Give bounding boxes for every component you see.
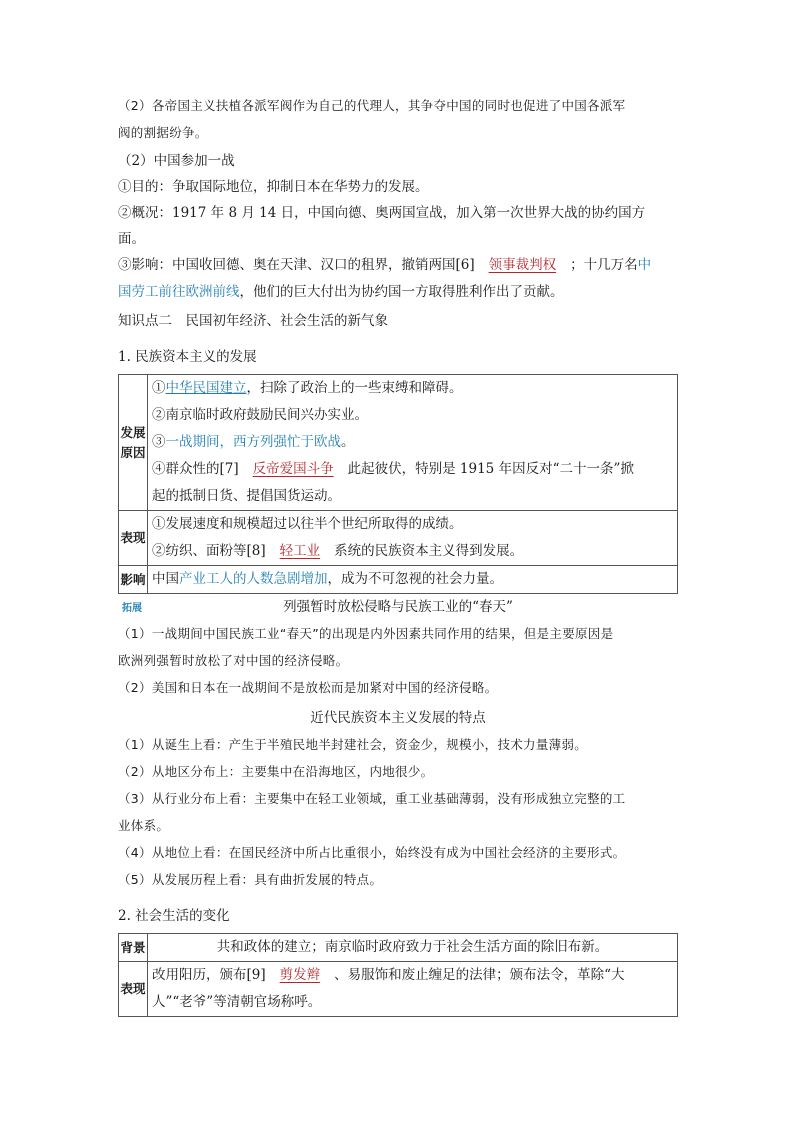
expand-text: （1）一战期间中国民族工业“春天”的出现是内外因素共同作用的结果，但是主要原因是: [118, 626, 614, 641]
impact-cell: 中国产业工人的人数急剧增加，成为不可忽视的社会力量。: [148, 566, 678, 594]
social-life-table: [118, 933, 678, 1017]
row-label-performance: 表现: [119, 511, 148, 566]
handwritten-note-line: （2）各帝国主义扶植各派军阀作为自己的代理人，其争夺中国的同时也促进了中国各派军: [118, 98, 626, 113]
row-label-impact: 影响: [119, 566, 148, 594]
war-purpose: ①目的：争取国际地位，抑制日本在华势力的发展。: [118, 179, 429, 195]
background-cell: 共和政体的建立；南京临时政府致力于社会生活方面的除旧布新。: [148, 934, 678, 962]
row-label-background: 背景: [119, 934, 148, 962]
feature-item: （1）从诞生上看：产生于半殖民地半封建社会，资金少，规模小，技术力量薄弱。: [118, 737, 588, 752]
war-heading: （2）中国参加一战: [118, 153, 235, 169]
war-overview: ②概况：1917 年 8 月 14 日，中国向德、奥两国宣战，加入第一次世界大战的协约国方: [118, 205, 646, 221]
feature-item: （4）从地位上看：在国民经济中所占比重很小，始终没有成为中国社会经济的主要形式。: [118, 845, 626, 860]
expand-text: 欧洲列强暂时放松了对中国的经济侵略。: [118, 653, 349, 668]
expand-title: 列强暂时放松侵略与民族工业的“春天”: [283, 599, 513, 615]
features-title: 近代民族资本主义发展的特点: [310, 710, 486, 726]
war-overview-cont: 面。: [118, 231, 145, 247]
social-performance-cell: 改用阳历，颁布[9] 剪发辫 、易服饰和废止缠足的法律；颁布法令，革除“大 人”“老爷”等清朝官场称呼。: [148, 962, 678, 1017]
war-impact: ③影响：中国收回德、奥在天津、汉口的租界，撤销两国[6] 领事裁判权 ；十几万名中 国劳工前往欧洲前线，他们的巨大付出为协约国一方取得胜利作出了贡献。: [118, 257, 652, 300]
row-label-performance: 表现: [119, 962, 148, 1017]
blank-answer: 反帝爱国斗争: [252, 461, 334, 477]
blank-answer: 剪发辫: [279, 967, 321, 983]
expand-text: （2）美国和日本在一战期间不是放松而是加紧对中国的经济侵略。: [118, 680, 498, 695]
performance-cell: ①发展速度和规模超过以往半个世纪所取得的成绩。 ②纺织、面粉等[8] 轻工业 系统的民族资本主义得到发展。: [148, 511, 678, 566]
expand-tag: 拓展: [122, 603, 142, 614]
reason-cell: ①中华民国建立，扫除了政治上的一些束缚和障碍。 ②南京临时政府鼓励民间兴办实业。 ③一战期间，西方列强忙于欧战。 ④群众性的[7] 反帝爱国斗争 此起彼伏，特别是 1915 年因反对“二十一条”掀 起的抵制日货、提倡国货运动。: [148, 375, 678, 511]
expand-header: [118, 594, 678, 620]
knowledge-point-title: 知识点二 民国初年经济、社会生活的新气象: [118, 313, 388, 329]
row-label-reason: 发展原因: [119, 375, 148, 511]
blank-answer: 领事裁判权: [488, 257, 557, 273]
section-heading: 2. 社会生活的变化: [118, 908, 230, 924]
handwritten-note-line: 阀的割据纷争。: [118, 125, 208, 140]
feature-item: （2）从地区分布上：主要集中在沿海地区，内地很少。: [118, 764, 434, 779]
blank-answer: 轻工业: [279, 543, 321, 559]
feature-item: 业体系。: [118, 818, 170, 833]
feature-item: （5）从发展历程上看：具有曲折发展的特点。: [118, 872, 383, 887]
feature-item: （3）从行业分布上看：主要集中在轻工业领域，重工业基础薄弱，没有形成独立完整的工: [118, 791, 626, 806]
capitalism-table: [118, 374, 678, 594]
document-page: [118, 92, 678, 1017]
section-heading: 1. 民族资本主义的发展: [118, 349, 257, 365]
